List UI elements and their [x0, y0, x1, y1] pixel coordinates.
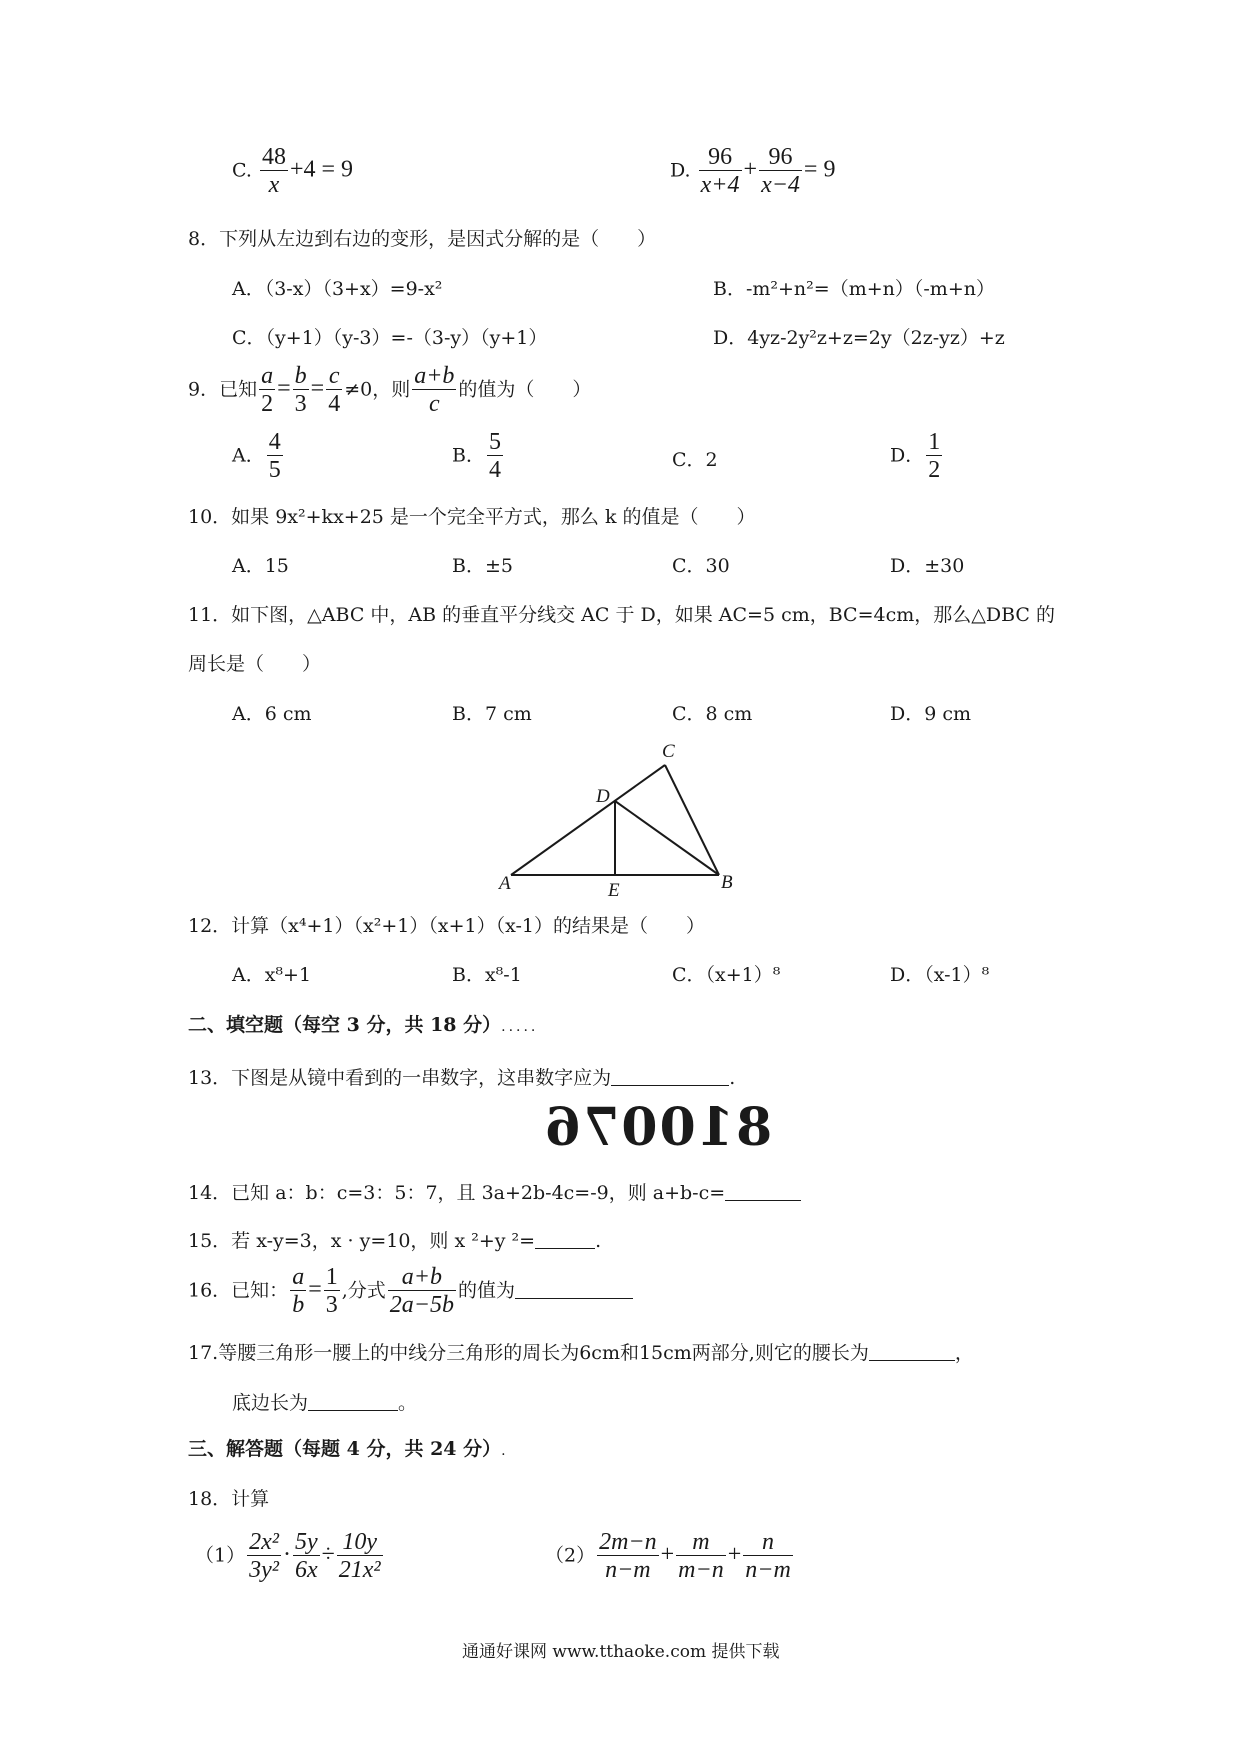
operator: ·	[282, 1541, 291, 1568]
q17-line1	[188, 1340, 974, 1363]
numerator: 1	[325, 1264, 338, 1290]
q8-option-c: C．（y+1）（y-3）=-（3-y）（y+1）	[232, 327, 548, 349]
fraction	[743, 1530, 793, 1583]
label-e: E	[608, 880, 620, 900]
q13-stem	[188, 1065, 735, 1088]
fraction	[699, 145, 742, 198]
q14-text: 14．已知 a：b：c=3：5：7，且 3a+2b-4c=-9，则 a+b-c=	[188, 1182, 726, 1204]
fraction	[293, 1530, 320, 1583]
q11-stem-line2: 周长是（ ）	[188, 653, 322, 675]
fraction	[337, 1530, 383, 1583]
section-title-text: 三、解答题（每题 4 分，共 24 分）	[188, 1438, 502, 1460]
numerator: a	[292, 1264, 305, 1290]
denominator: n−m	[597, 1555, 659, 1583]
answer-blank[interactable]	[535, 1228, 595, 1249]
period: .	[595, 1230, 602, 1252]
numerator: b	[294, 363, 307, 389]
mirrored-number: 810076	[543, 1097, 773, 1158]
numerator: m	[692, 1529, 710, 1555]
q9-prefix: 9．已知	[188, 378, 258, 401]
period: .	[729, 1067, 736, 1089]
numerator: a	[261, 363, 274, 389]
expression: +4 = 9	[289, 156, 354, 183]
numerator: 2x²	[249, 1529, 279, 1555]
q12-option-d: D．（x-1）⁸	[890, 964, 990, 986]
part-label: （2）	[545, 1544, 596, 1567]
numerator: 96	[708, 144, 733, 170]
q15-stem	[188, 1228, 601, 1251]
comma: ，	[954, 1342, 974, 1364]
fraction	[260, 145, 288, 198]
numerator: 5y	[294, 1529, 318, 1555]
label-a: A	[499, 873, 511, 894]
denominator: 4	[328, 391, 341, 418]
q9-option-a	[232, 430, 285, 483]
answer-blank-leg[interactable]	[869, 1340, 955, 1361]
fraction	[293, 364, 309, 417]
numerator: 2m−n	[599, 1529, 657, 1555]
operator: =	[277, 375, 291, 402]
q18-part-2	[545, 1530, 795, 1583]
option-label: A．	[232, 444, 265, 467]
option-label: B．	[452, 444, 485, 467]
q9-option-b	[452, 430, 505, 483]
q13-text: 13．下图是从镜中看到的一串数字，这串数字应为	[188, 1067, 612, 1089]
option-label: C.	[232, 159, 252, 182]
q18-stem: 18．计算	[188, 1488, 270, 1510]
numerator: a+b	[414, 363, 455, 389]
denominator: m−n	[678, 1557, 724, 1584]
fraction	[267, 430, 283, 483]
denominator: x	[260, 170, 288, 198]
fraction	[597, 1530, 659, 1583]
label-c: C	[662, 741, 675, 762]
denominator: 3	[325, 1292, 338, 1319]
operator: +	[727, 1541, 742, 1568]
fraction	[412, 364, 456, 417]
q12-stem: 12．计算（x⁴+1）（x²+1）（x+1）（x-1）的结果是（ ）	[188, 915, 705, 937]
label-b: B	[721, 872, 733, 893]
segment-db	[615, 801, 719, 875]
q11-option-d: D．9 cm	[890, 703, 972, 725]
q8-stem: 8．下列从左边到右边的变形，是因式分解的是（ ）	[188, 228, 657, 250]
expression: = 9	[803, 156, 836, 183]
denominator: 5	[268, 457, 281, 484]
q9-option-c: C．2	[672, 449, 718, 471]
operator: +	[743, 156, 758, 183]
denominator: 3y²	[249, 1557, 279, 1584]
fraction	[487, 430, 503, 483]
fraction	[290, 1265, 306, 1318]
q16-mid: ,分式	[341, 1279, 386, 1302]
numerator: 96	[768, 144, 793, 170]
period: 。	[398, 1392, 418, 1414]
fraction	[247, 1530, 281, 1583]
part-label: （1）	[195, 1544, 246, 1567]
denominator: x−4	[761, 172, 800, 199]
q12-option-c: C．（x+1）⁸	[672, 964, 781, 986]
option-label: D．	[890, 444, 925, 467]
section-title-text: 二、填空题（每空 3 分，共 18 分）	[188, 1014, 502, 1036]
q11-option-a: A．6 cm	[232, 703, 312, 725]
q10-option-b: B．±5	[452, 555, 513, 577]
denominator: 21x²	[338, 1557, 381, 1584]
segment-cb	[665, 765, 719, 875]
q16-stem	[188, 1265, 633, 1318]
q18-part-1	[195, 1530, 385, 1583]
q17-text2: 底边长为	[232, 1392, 309, 1414]
numerator: 5	[488, 429, 501, 455]
denominator: 2	[261, 391, 274, 418]
denominator: c	[412, 389, 456, 417]
section-2-title	[188, 1016, 538, 1035]
numerator: n	[762, 1529, 775, 1555]
q12-option-b: B．x⁸-1	[452, 964, 522, 986]
q11-stem-line1: 11．如下图，△ABC 中，AB 的垂直平分线交 AC 于 D，如果 AC=5 cm，BC=4cm，那么△DBC 的	[188, 604, 1055, 626]
numerator: a+b	[401, 1264, 442, 1290]
denominator: x+4	[700, 172, 740, 199]
q7-option-d	[670, 145, 835, 198]
fraction	[676, 1530, 726, 1583]
denominator: 2	[928, 457, 941, 484]
denominator: 4	[488, 457, 501, 484]
q16-prefix: 16．已知：	[188, 1279, 289, 1302]
operator: =	[310, 375, 325, 402]
fraction	[759, 145, 802, 198]
q9-stem	[188, 364, 591, 417]
q14-stem	[188, 1180, 801, 1203]
fraction	[388, 1265, 456, 1318]
q11-option-c: C．8 cm	[672, 703, 753, 725]
section-3-title	[188, 1440, 506, 1459]
denominator: 6x	[294, 1557, 318, 1584]
q8-option-a: A．（3-x）（3+x）=9-x²	[232, 278, 443, 300]
label-d: D	[596, 786, 610, 807]
numerator: 48	[261, 144, 286, 170]
option-label: D.	[670, 159, 691, 182]
answer-blank[interactable]	[725, 1180, 801, 1201]
mirror-digits	[543, 1097, 773, 1158]
q9-suffix: 的值为（ ）	[458, 378, 592, 401]
q11-option-b: B．7 cm	[452, 703, 532, 725]
denominator: b	[292, 1292, 305, 1319]
q9-condition: ≠0，则	[344, 378, 411, 401]
numerator: 10y	[342, 1529, 378, 1555]
fraction	[926, 430, 942, 483]
denominator: n−m	[745, 1557, 791, 1584]
fraction	[259, 364, 275, 417]
q8-option-d: D．4yz-2y²z+z=2y（2z-yz）+z	[713, 327, 1005, 349]
page-footer: 通通好课网 www.tthaoke.com 提供下载	[462, 1642, 780, 1662]
numerator: c	[328, 363, 340, 389]
dot: .	[501, 1443, 506, 1459]
q9-option-d	[890, 430, 944, 483]
operator: +	[660, 1541, 675, 1568]
triangle-lines	[511, 765, 719, 875]
denominator: 2a−5b	[389, 1292, 454, 1319]
q17-line2	[232, 1390, 417, 1413]
q15-text: 15．若 x-y=3，x · y=10，则 x ²+y ²=	[188, 1230, 536, 1252]
operator: =	[308, 1276, 322, 1303]
q12-option-a: A．x⁸+1	[232, 964, 312, 986]
q10-option-a: A．15	[232, 555, 289, 577]
numerator: 1	[928, 429, 941, 455]
q10-option-d: D．±30	[890, 555, 965, 577]
fraction	[324, 1265, 340, 1318]
triangle-figure	[495, 735, 755, 900]
dots: .....	[501, 1019, 539, 1035]
q10-stem: 10．如果 9x²+kx+25 是一个完全平方式，那么 k 的值是（ ）	[188, 506, 756, 528]
denominator: 3	[294, 391, 307, 418]
q16-suffix: 的值为	[457, 1279, 515, 1302]
q8-option-b: B．-m²+n²=（m+n）（-m+n）	[713, 278, 995, 300]
answer-blank-base[interactable]	[308, 1390, 398, 1411]
operator: ÷	[321, 1541, 335, 1568]
q10-option-c: C．30	[672, 555, 730, 577]
q7-option-c	[232, 145, 353, 198]
answer-blank[interactable]	[611, 1065, 729, 1086]
answer-blank[interactable]	[515, 1278, 633, 1299]
numerator: 4	[268, 429, 281, 455]
q17-text: 17.等腰三角形一腰上的中线分三角形的周长为6cm和15cm两部分,则它的腰长为	[188, 1342, 869, 1364]
fraction	[326, 364, 342, 417]
